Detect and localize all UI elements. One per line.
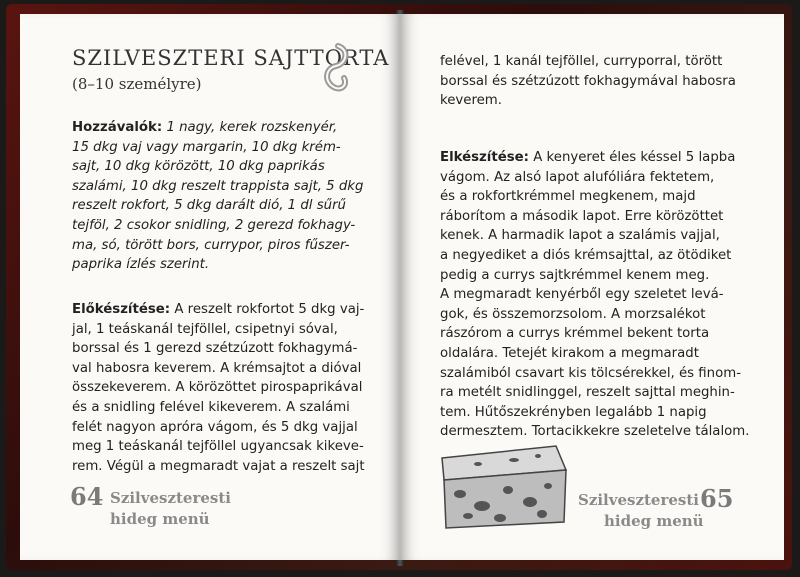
cheese-illustration-icon — [438, 440, 568, 532]
page-number: 65 — [700, 484, 734, 513]
running-title — [578, 490, 704, 532]
method-line: dermesztem. Tortacikkekre szeletelve tálalom. — [440, 424, 750, 440]
ingredients-section — [72, 118, 363, 275]
ingredients-line: tejföl, 2 csokor snidling, 2 gerezd fokhagy- — [72, 217, 356, 233]
page-number: 64 — [70, 482, 104, 511]
method-section — [440, 148, 749, 442]
preparation-line: összekeverem. A körözöttet pirospaprikával — [72, 380, 363, 396]
method-line: rászórom a currys krémmel bekent torta — [440, 326, 710, 342]
method-line: oldalára. Tetejét kirakom a megmaradt — [440, 345, 699, 361]
ingredients-line: paprika ízlés szerint. — [72, 257, 210, 273]
running-title-line: hideg menü — [604, 512, 704, 530]
continued-line: borssal és szétzúzott fokhagymával habosra — [440, 73, 736, 89]
method-line: vágom. Az alsó lapot alufóliára fektetem, — [440, 169, 715, 185]
preparation-line: és a snidling felével kikeverem. A szalámi — [72, 399, 350, 415]
left-page — [20, 14, 400, 560]
method-line: tem. Hűtőszekrényben legalább 1 napig — [440, 404, 707, 420]
method-line: szalámiból csavart kis tölcsérekkel, és finom- — [440, 365, 741, 381]
method-line: ra metélt snidlinggel, reszelt sajttal meghin- — [440, 385, 735, 401]
ingredients-line: 1 nagy, kerek rozskenyér, — [162, 120, 338, 135]
recipe-title: SZILVESZTERI SAJTTORTA — [72, 46, 390, 70]
ingredients-line: reszelt rokfort, 5 dkg darált dió, 1 dl sűrű — [72, 198, 346, 214]
preparation-label: Előkészítése: — [72, 302, 171, 317]
running-title — [110, 488, 231, 530]
method-line: a negyediket a diós krémsajttal, az ötödiket — [440, 247, 732, 263]
continued-line: keverem. — [440, 93, 502, 109]
running-title-line: Szilveszteresti — [110, 489, 231, 507]
preparation-line: meg 1 teáskanál tejföllel ugyancsak kikeve- — [72, 439, 364, 455]
ingredients-label: Hozzávalók: — [72, 120, 163, 135]
ingredients-line: 15 dkg vaj vagy margarin, 10 dkg krém- — [72, 139, 341, 155]
ingredients-line: szalámi, 10 dkg reszelt trappista sajt, 5 dkg — [72, 178, 364, 194]
method-line: gok, és összemorzsolom. A morzsalékot — [440, 306, 706, 322]
running-title-line: hideg menü — [110, 510, 210, 528]
method-line: pedig a currys sajtkrémmel kenem meg. — [440, 267, 710, 283]
right-page — [400, 14, 784, 560]
method-line: kenek. A harmadik lapot a szalámis vajjal, — [440, 228, 720, 244]
continued-text — [440, 52, 736, 111]
method-line: A kenyeret éles késsel 5 lapba — [528, 150, 736, 165]
preparation-section — [72, 300, 365, 476]
ingredients-line: sajt, 10 dkg körözött, 10 dkg paprikás — [72, 159, 325, 175]
method-line: A megmaradt kenyérből egy szeletet levá- — [440, 287, 724, 303]
continued-line: felével, 1 kanál tejföllel, curryporral, törött — [440, 54, 723, 69]
running-title-line: Szilveszteresti — [578, 491, 699, 509]
preparation-line: jal, 1 teáskanál tejföllel, csipetnyi sóval, — [72, 321, 338, 337]
decorative-swirl-icon — [316, 42, 356, 102]
method-line: ráborítom a második lapot. Erre körözöttet — [440, 208, 724, 224]
preparation-line: A reszelt rokfortot 5 dkg vaj- — [170, 302, 365, 317]
recipe-servings: (8–10 személyre) — [72, 75, 202, 93]
ingredients-line: ma, só, törött bors, currypor, piros fűszer- — [72, 237, 350, 253]
preparation-line: borssal és 1 gerezd szétzúzott fokhagymá- — [72, 341, 358, 357]
preparation-line: felét nagyon apróra vágom, és 5 dkg vajjal — [72, 419, 358, 435]
preparation-line: rem. Végül a megmaradt vajat a reszelt sajt — [72, 458, 365, 474]
method-label: Elkészítése: — [440, 150, 529, 165]
preparation-line: val habosra keverem. A krémsajtot a dióval — [72, 360, 362, 376]
method-line: és a rokfortkrémmel megkenem, majd — [440, 189, 696, 205]
